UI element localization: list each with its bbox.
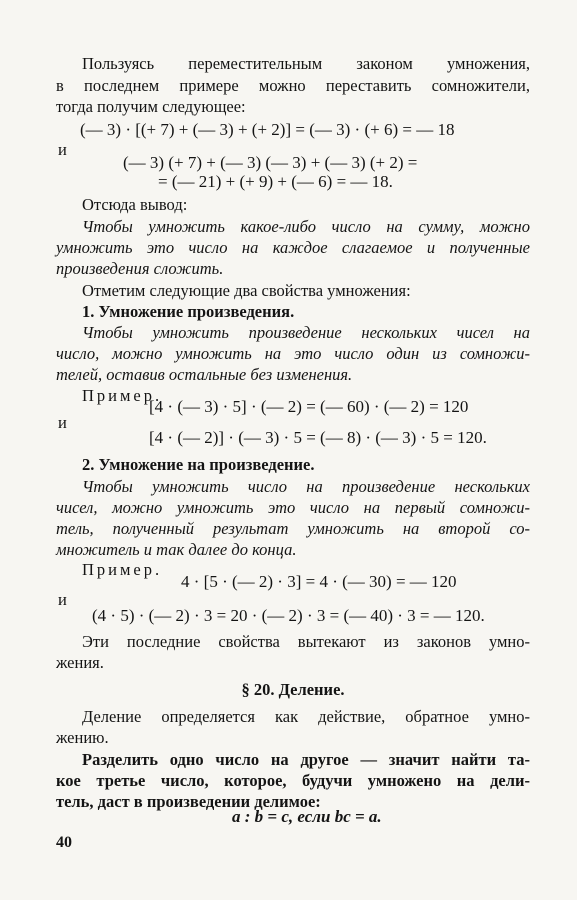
paragraph-line: Пользуясь переместительным законом умножения, [82, 54, 530, 73]
paragraph-line: жения. [56, 653, 104, 672]
paragraph-line: кое третье число, которое, будучи умножено на дели- [56, 771, 530, 790]
section-title: § 20. Деление. [241, 680, 345, 699]
equation: 4 · [5 · (— 2) · 3] = 4 · (— 30) = — 120 [181, 572, 457, 591]
paragraph-line: тель, даст в произведении делимое: [56, 792, 321, 811]
paragraph-line: в последнем примере можно переставить сомножители, [56, 76, 530, 95]
paragraph-line: Разделить одно число на другое — значит найти та- [82, 750, 530, 769]
conclusion-label: Отсюда вывод: [82, 195, 188, 214]
paragraph-line: жению. [56, 728, 109, 747]
equation: = (— 21) + (+ 9) + (— 6) = — 18. [158, 172, 393, 191]
equation: [4 · (— 2)] · (— 3) · 5 = (— 8) · (— 3) · 5 = 120. [149, 428, 487, 447]
rule-line: Чтобы умножить какое-либо число на сумму, можно [82, 217, 530, 236]
example-label: Пример. [82, 386, 163, 405]
paragraph-line: Эти последние свойства вытекают из законов умно- [82, 632, 530, 651]
rule-line: произведения сложить. [56, 259, 224, 278]
equation: (4 · 5) · (— 2) · 3 = 20 · (— 2) · 3 = (— 40) · 3 = — 120. [92, 606, 485, 625]
rule-line: тель, полученный результат умножить на второй со- [56, 519, 530, 538]
page-number: 40 [56, 834, 72, 851]
rule-line: множитель и так далее до конца. [56, 540, 297, 559]
rule-line: чисел, можно умножить это число на первый сомножи- [56, 498, 530, 517]
example-label: Пример. [82, 560, 163, 579]
equation: (— 3) (+ 7) + (— 3) (— 3) + (— 3) (+ 2) = [123, 153, 418, 172]
rule-line: число, можно умножить на это число один из сомножи- [56, 344, 530, 363]
conjunction-and: и [58, 413, 67, 432]
conjunction-and: и [58, 140, 67, 159]
paragraph-line: Деление определяется как действие, обратное умно- [82, 707, 530, 726]
heading-multiplication-by-product: 2. Умножение на произведение. [82, 455, 315, 474]
equation: [4 · (— 3) · 5] · (— 2) = (— 60) · (— 2) = 120 [149, 397, 469, 416]
note-line: Отметим следующие два свойства умножения: [82, 281, 411, 300]
rule-line: Чтобы умножить число на произведение нескольких [82, 477, 530, 496]
rule-line: телей, оставив остальные без изменения. [56, 365, 353, 384]
rule-line: Чтобы умножить произведение нескольких чисел на [82, 323, 530, 342]
equation: (— 3) · [(+ 7) + (— 3) + (+ 2)] = (— 3) · (+ 6) = — 18 [80, 120, 455, 139]
conjunction-and: и [58, 590, 67, 609]
paragraph-line: тогда получим следующее: [56, 97, 246, 116]
division-definition-equation: a : b = c, если bc = a. [232, 807, 382, 826]
heading-multiplication-of-product: 1. Умножение произведения. [82, 302, 295, 321]
rule-line: умножить это число на каждое слагаемое и полученные [56, 238, 530, 257]
